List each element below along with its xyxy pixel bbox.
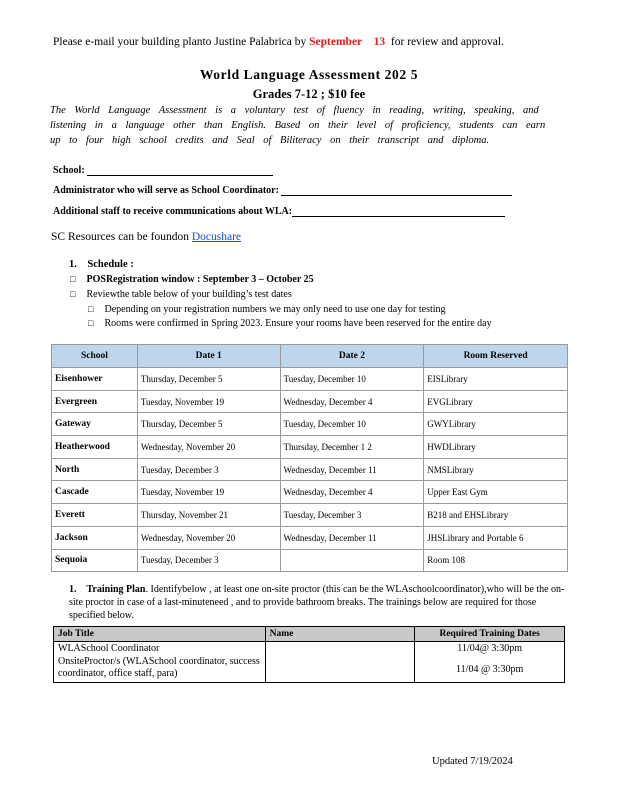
date1-cell: Thursday, December 5 — [137, 413, 280, 436]
resources-line — [51, 231, 241, 243]
date2-cell: Wednesday, December 11 — [280, 458, 424, 481]
job-title: WLASchool Coordinator — [58, 643, 160, 654]
school-cell: Heatherwood — [52, 436, 138, 459]
schedule-sub-bullet — [88, 304, 446, 315]
date2-cell: Wednesday, December 11 — [280, 526, 424, 549]
administrator-row — [53, 184, 512, 196]
room-cell: Room 108 — [424, 549, 568, 572]
administrator-label: Administrator who will serve as School Coordinator: — [53, 185, 279, 196]
program-description: The World Language Assessment is a voluntary test of fluency in reading, writing, speaking, and listening in a language other than English. Based on their level of proficiency, students can earn up to four high school credits and Seal of Biliteracy on their transcript and diploma. — [50, 105, 546, 146]
date1-cell: Wednesday, November 20 — [137, 526, 280, 549]
school-cell: North — [52, 458, 138, 481]
training-heading: Training Plan — [86, 584, 146, 595]
schedule-table — [51, 344, 568, 572]
column-header: School — [52, 345, 138, 368]
table-row — [52, 436, 568, 459]
review-table-note: Reviewthe table below of your building’s test dates — [86, 289, 292, 300]
schedule-sub-bullet — [88, 318, 492, 329]
training-date: 11/04 @ 3:30pm — [456, 663, 524, 675]
room-cell: EISLibrary — [424, 368, 568, 391]
date2-cell — [280, 549, 424, 572]
room-cell: NMSLibrary — [424, 458, 568, 481]
table-row — [52, 390, 568, 413]
administrator-field[interactable] — [281, 184, 512, 196]
date2-cell: Tuesday, December 3 — [280, 504, 424, 527]
schedule-bullet — [70, 289, 292, 300]
date1-cell: Tuesday, December 3 — [137, 549, 280, 572]
room-cell: EVGLibrary — [424, 390, 568, 413]
column-header: Name — [265, 627, 415, 642]
page-subtitle: Grades 7-12 ; $10 fee — [252, 87, 366, 101]
training-section — [69, 583, 569, 622]
room-cell: JHSLibrary and Portable 6 — [424, 526, 568, 549]
updated-date: Updated 7/19/2024 — [432, 756, 513, 767]
schedule-title: Schedule : — [87, 259, 134, 270]
rooms-note: Rooms were confirmed in Spring 2023. Ensure your rooms have been reserved for the entire day — [104, 318, 492, 329]
staff-label: Additional staff to receive communications about WLA: — [53, 206, 293, 217]
training-date: 11/04@ 3:30pm — [457, 643, 522, 654]
school-cell: Jackson — [52, 526, 138, 549]
date2-cell: Wednesday, December 4 — [280, 390, 424, 413]
table-header-row — [52, 345, 568, 368]
table-row — [52, 368, 568, 391]
school-cell: Gateway — [52, 413, 138, 436]
bullet-icon: □ — [70, 274, 76, 284]
table-row — [52, 481, 568, 504]
testing-days-note: Depending on your registration numbers we may only need to use one day for testing — [104, 304, 446, 315]
column-header: Date 1 — [137, 345, 280, 368]
school-label: School: — [53, 165, 85, 176]
dates-cell — [415, 642, 565, 683]
bullet-icon: □ — [88, 318, 94, 328]
column-header: Job Title — [54, 627, 266, 642]
bullet-icon: □ — [70, 289, 76, 299]
date1-cell: Wednesday, November 20 — [137, 436, 280, 459]
name-cell[interactable] — [265, 642, 415, 683]
room-cell: Upper East Gym — [424, 481, 568, 504]
school-cell: Everett — [52, 504, 138, 527]
table-row — [52, 549, 568, 572]
school-field[interactable] — [87, 164, 273, 176]
date2-cell: Tuesday, December 10 — [280, 368, 424, 391]
room-cell: HWDLibrary — [424, 436, 568, 459]
schedule-number: 1. — [69, 259, 77, 270]
docushare-link[interactable]: Docusharе — [191, 231, 242, 243]
table-row — [52, 526, 568, 549]
job-title: OnsiteProctor/s (WLASchool coordinator, success coordinator, office staff, para) — [58, 655, 260, 679]
table-row — [54, 642, 565, 683]
school-row — [53, 164, 273, 176]
column-header: Room Reserved — [424, 345, 568, 368]
room-cell: B218 and EHSLibrary — [424, 504, 568, 527]
date1-cell: Tuesday, November 19 — [137, 390, 280, 413]
date1-cell: Thursday, November 21 — [137, 504, 280, 527]
column-header: Required Training Dates — [415, 627, 565, 642]
job-title-cell — [54, 642, 266, 683]
date1-cell: Thursday, December 5 — [137, 368, 280, 391]
registration-window: POSRegistration window : September 3 – October 25 — [86, 274, 314, 285]
intro-text-before: Please e-mail your building planto Justine Palabrica by — [53, 36, 307, 48]
schedule-heading — [69, 259, 134, 270]
school-cell: Cascade — [52, 481, 138, 504]
table-row — [52, 413, 568, 436]
date1-cell: Tuesday, December 3 — [137, 458, 280, 481]
date2-cell: Tuesday, December 10 — [280, 413, 424, 436]
table-header-row — [54, 627, 565, 642]
school-cell: Evergreen — [52, 390, 138, 413]
deadline-month: September — [309, 36, 363, 48]
intro-text-after: for review and approval. — [390, 36, 504, 48]
table-row — [52, 458, 568, 481]
table-row — [52, 504, 568, 527]
intro-line — [53, 36, 504, 48]
school-cell: Sequoia — [52, 549, 138, 572]
deadline-day: 13 — [373, 36, 386, 48]
column-header: Date 2 — [280, 345, 424, 368]
page-title: World Language Assessment 202 5 — [199, 67, 419, 82]
schedule-bullet — [70, 274, 314, 285]
training-table — [53, 626, 565, 683]
bullet-icon: □ — [88, 304, 94, 314]
training-text: . Identifybelow , at least one on-site proctor (this can be the WLAschoolcoordinator),who will be the on-site proctor in case of a last-minuteneed , and to provide bathroom breaks. The trainings below are required for those specified below. — [69, 584, 565, 621]
resources-text: SC Resources can be foundon — [51, 231, 189, 243]
staff-row — [53, 205, 505, 217]
date2-cell: Thursday, December 1 2 — [280, 436, 424, 459]
date2-cell: Wednesday, December 4 — [280, 481, 424, 504]
staff-field[interactable] — [292, 205, 505, 217]
training-number: 1. — [69, 584, 77, 595]
school-cell: Eisenhower — [52, 368, 138, 391]
room-cell: GWYLibrary — [424, 413, 568, 436]
date1-cell: Tuesday, November 19 — [137, 481, 280, 504]
